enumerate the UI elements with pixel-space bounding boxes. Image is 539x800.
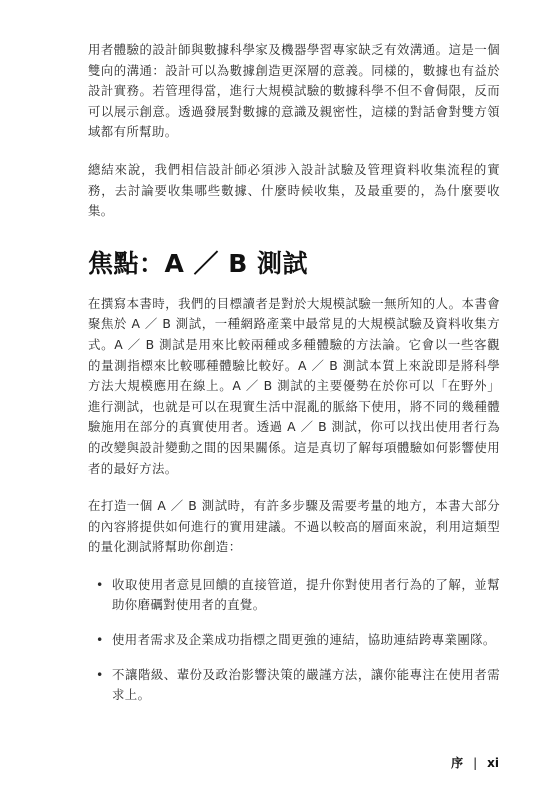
body-paragraph: 在打造一個 A ／ B 測試時，有許多步驟及需要考量的地方，本書大部分的內容將提供如何進行的實用建議。不過以較高的層面來說，利用這類型的量化測試將幫助你創造： [88,498,500,555]
body-paragraph: 總結來說，我們相信設計師必須涉入設計試驗及管理資料收集流程的實務，去討論要收集哪些數據、什麼時候收集，及最重要的，為什麼要收集。 [88,161,500,219]
page-content [88,40,500,720]
bullet-dot-icon: • [96,576,104,592]
section-heading: 焦點：A ／ B 測試 [88,248,309,278]
bullet-list [88,575,500,706]
footer-section-label: 序 [451,756,464,770]
page-number: xi [487,755,499,770]
bullet-dot-icon: • [96,632,104,648]
bullet-item [88,665,500,706]
bullet-text: 使用者需求及企業成功指標之間更強的連結，協助連結跨專業團隊。 [112,632,496,648]
bullet-dot-icon: • [96,666,104,682]
bullet-text: 收取使用者意見回饋的直接管道，提升你對使用者行為的了解，並幫助你磨礪對使用者的直覺。 [112,576,500,613]
bullet-text: 不讓階級、輩份及政治影響決策的嚴謹方法，讓你能專注在使用者需求上。 [112,666,500,703]
body-paragraph: 用者體驗的設計師與數據科學家及機器學習專家缺乏有效溝通。這是一個雙向的溝通：設計可以為數據創造更深層的意義。同樣的，數據也有益於設計實務。若管理得當，進行大規模試驗的數據科學不但不會侷限，反而可以展示創意。透過發展對數據的意識及親密性，這樣的對話會對雙方領域都有所幫助。 [88,42,500,140]
footer-separator: | [473,755,478,770]
page-footer [451,754,499,771]
bullet-item [88,630,500,651]
body-paragraph: 在撰寫本書時，我們的目標讀者是對於大規模試驗一無所知的人。本書會聚焦於 A ／ B 測試，一種網路產業中最常見的大規模試驗及資料收集方式。A ／ B 測試是用來比較兩種或多種體驗的方法論。它會以一些客觀的量測指標來比較哪種體驗比較好。A ／ B 測試本質上來說即是將科學方法大規模應用在線上。A ／ B 測試的主要優勢在於你可以「在野外」進行測試，也就是可以在現實生活中混亂的脈絡下使用，將不同的幾種體驗施用在部分的真實使用者。透過 A ／ B 測試，你可以找出使用者行為的改變與設計變動之間的因果關係。這是真切了解每項體驗如何影響使用者的最好方法。 [88,295,500,476]
bullet-item [88,575,500,616]
